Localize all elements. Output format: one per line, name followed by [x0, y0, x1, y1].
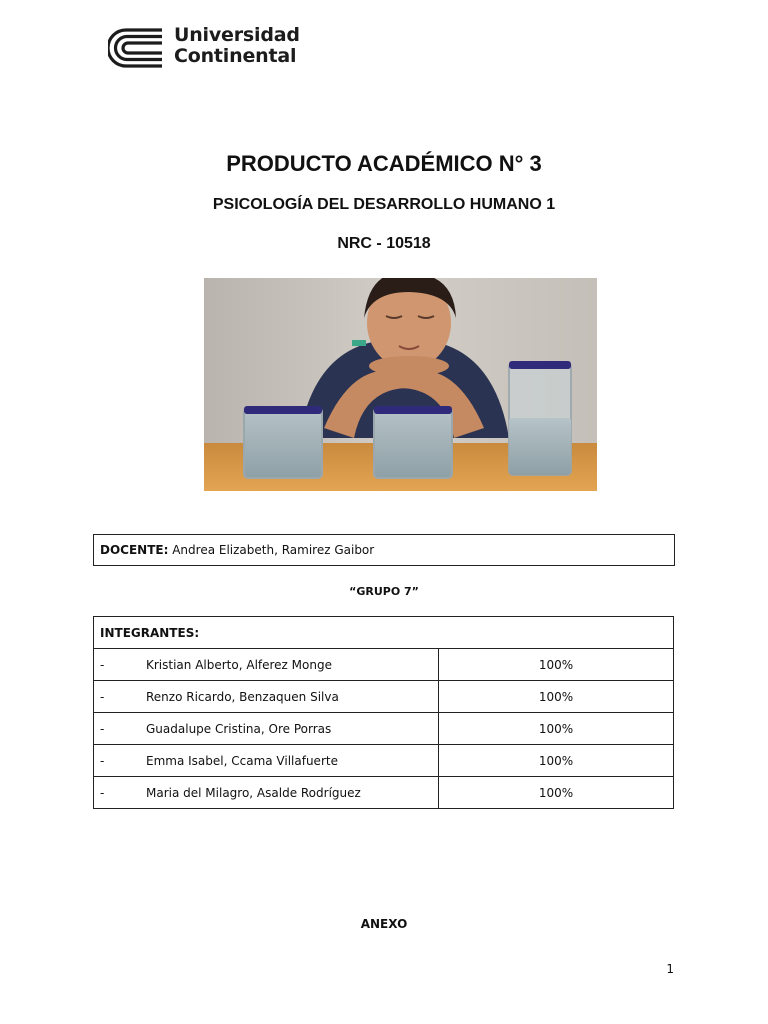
member-cell [94, 713, 439, 745]
member-cell [94, 681, 439, 713]
document-title: PRODUCTO ACADÉMICO N° 3 [226, 151, 542, 176]
member-percentage: 100% [439, 777, 674, 809]
logo-text [174, 25, 300, 67]
bullet-dash: - [100, 657, 105, 672]
bullet-dash: - [100, 721, 105, 736]
member-cell [94, 745, 439, 777]
members-header: INTEGRANTES: [94, 617, 674, 649]
annex-heading: ANEXO [360, 917, 408, 931]
member-name: Kristian Alberto, Alferez Monge [146, 657, 332, 672]
docente-label: DOCENTE: [100, 543, 169, 557]
bullet-dash: - [100, 785, 105, 800]
members-table [93, 616, 674, 809]
member-name: Renzo Ricardo, Benzaquen Silva [146, 689, 339, 704]
member-name: Guadalupe Cristina, Ore Porras [146, 721, 332, 736]
table-row [94, 681, 674, 713]
table-row [94, 713, 674, 745]
member-percentage: 100% [439, 713, 674, 745]
member-cell [94, 777, 439, 809]
table-row [94, 777, 674, 809]
member-percentage: 100% [439, 681, 674, 713]
bullet-dash: - [100, 753, 105, 768]
member-name: Emma Isabel, Ccama Villafuerte [146, 753, 338, 768]
member-cell [94, 649, 439, 681]
members-header-row [94, 617, 674, 649]
docente-name: Andrea Elizabeth, Ramirez Gaibor [172, 543, 375, 557]
logo-line-1: Universidad [174, 24, 300, 46]
nrc-code: NRC - 10518 [337, 235, 431, 252]
member-name: Maria del Milagro, Asalde Rodríguez [146, 785, 361, 800]
docente-box [93, 534, 675, 566]
page-number: 1 [666, 962, 674, 976]
group-label: “GRUPO 7” [349, 585, 419, 598]
logo-mark-icon [108, 28, 164, 68]
table-row [94, 745, 674, 777]
member-percentage: 100% [439, 745, 674, 777]
course-name: PSICOLOGÍA DEL DESARROLLO HUMANO 1 [212, 196, 556, 213]
cover-photo [204, 278, 597, 491]
logo-line-2: Continental [174, 45, 297, 67]
bullet-dash: - [100, 689, 105, 704]
university-logo [108, 26, 308, 70]
member-percentage: 100% [439, 649, 674, 681]
table-row [94, 649, 674, 681]
